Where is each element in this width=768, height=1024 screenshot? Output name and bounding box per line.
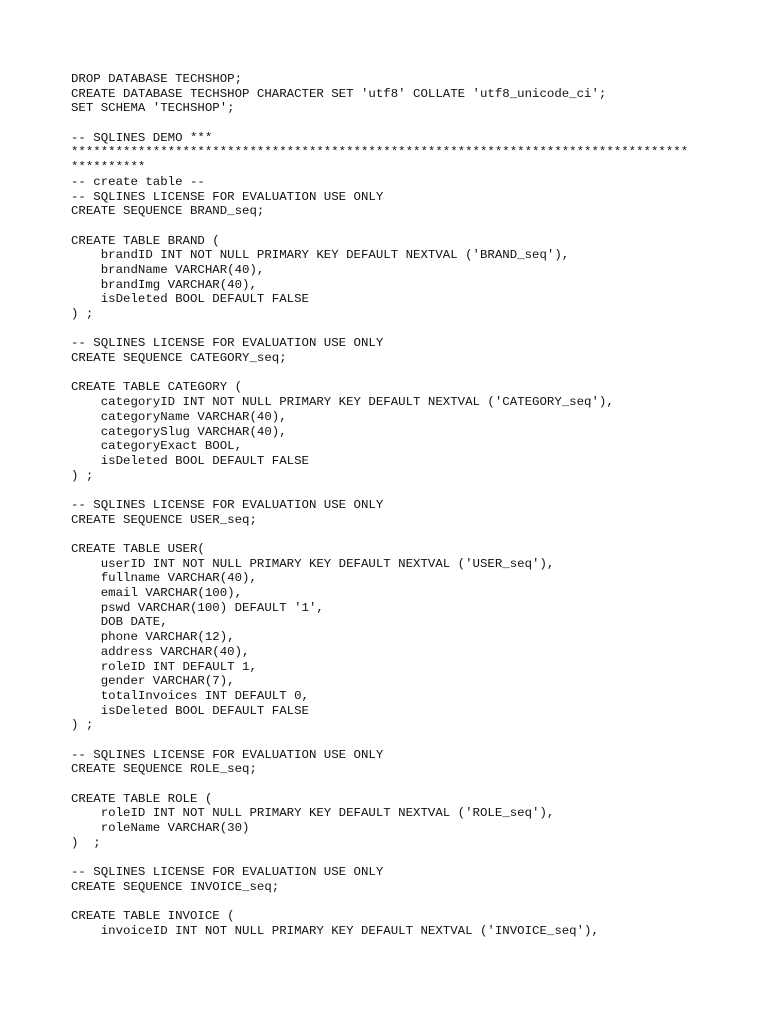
code-line: categoryID INT NOT NULL PRIMARY KEY DEFAULT NEXTVAL ('CATEGORY_seq'), bbox=[71, 395, 614, 410]
code-line: CREATE SEQUENCE INVOICE_seq; bbox=[71, 879, 280, 894]
code-line: -- SQLINES LICENSE FOR EVALUATION USE ONLY bbox=[71, 336, 384, 351]
code-line: CREATE TABLE BRAND ( bbox=[71, 233, 220, 248]
code-line: phone VARCHAR(12), bbox=[71, 630, 235, 645]
sql-code-block bbox=[71, 72, 761, 939]
code-line: fullname VARCHAR(40), bbox=[71, 571, 257, 586]
code-line: roleID INT NOT NULL PRIMARY KEY DEFAULT NEXTVAL ('ROLE_seq'), bbox=[71, 806, 555, 821]
blank-line bbox=[71, 895, 761, 910]
code-line: -- SQLINES LICENSE FOR EVALUATION USE ONLY bbox=[71, 497, 384, 512]
blank-line bbox=[71, 219, 761, 234]
blank-line bbox=[71, 777, 761, 792]
code-line: CREATE TABLE CATEGORY ( bbox=[71, 380, 243, 395]
code-line: ) ; bbox=[71, 307, 94, 321]
code-line: email VARCHAR(100), bbox=[71, 586, 243, 601]
code-line: roleID INT DEFAULT 1, bbox=[71, 659, 257, 674]
code-line: CREATE DATABASE TECHSHOP CHARACTER SET 'utf8' COLLATE 'utf8_unicode_ci'; bbox=[71, 86, 607, 101]
code-line: invoiceID INT NOT NULL PRIMARY KEY DEFAULT NEXTVAL ('INVOICE_seq'), bbox=[71, 923, 599, 938]
code-line: CREATE SEQUENCE ROLE_seq; bbox=[71, 762, 257, 777]
code-line: brandName VARCHAR(40), bbox=[71, 262, 265, 277]
code-line: CREATE TABLE USER( bbox=[71, 542, 205, 556]
code-line: categoryExact BOOL, bbox=[71, 439, 243, 454]
code-line: address VARCHAR(40), bbox=[71, 644, 250, 659]
code-line: totalInvoices INT DEFAULT 0, bbox=[71, 688, 309, 703]
code-line: SET SCHEMA 'TECHSHOP'; bbox=[71, 101, 235, 116]
code-line: *********************************************************************************** bbox=[71, 145, 689, 160]
blank-line bbox=[71, 527, 761, 542]
code-line: ********** bbox=[71, 160, 146, 175]
code-line: brandID INT NOT NULL PRIMARY KEY DEFAULT NEXTVAL ('BRAND_seq'), bbox=[71, 248, 570, 263]
code-line: -- SQLINES LICENSE FOR EVALUATION USE ONLY bbox=[71, 865, 384, 880]
blank-line bbox=[71, 483, 761, 498]
blank-line bbox=[71, 116, 761, 131]
code-line: DOB DATE, bbox=[71, 615, 168, 630]
code-line: -- SQLINES DEMO *** bbox=[71, 130, 213, 145]
code-line: CREATE SEQUENCE USER_seq; bbox=[71, 512, 257, 527]
code-line: -- SQLINES LICENSE FOR EVALUATION USE ONLY bbox=[71, 747, 384, 762]
code-line: ) ; bbox=[71, 718, 94, 733]
code-line: CREATE SEQUENCE BRAND_seq; bbox=[71, 204, 265, 219]
code-line: -- create table -- bbox=[71, 174, 205, 189]
code-line: DROP DATABASE TECHSHOP; bbox=[71, 72, 243, 86]
code-line: isDeleted BOOL DEFAULT FALSE bbox=[71, 703, 309, 718]
code-line: gender VARCHAR(7), bbox=[71, 674, 235, 689]
code-line: isDeleted BOOL DEFAULT FALSE bbox=[71, 292, 309, 307]
code-line: brandImg VARCHAR(40), bbox=[71, 277, 257, 292]
code-line: ) ; bbox=[71, 835, 101, 850]
blank-line bbox=[71, 366, 761, 381]
blank-line bbox=[71, 850, 761, 865]
code-line: isDeleted BOOL DEFAULT FALSE bbox=[71, 453, 309, 468]
blank-line bbox=[71, 322, 761, 337]
code-line: -- SQLINES LICENSE FOR EVALUATION USE ONLY bbox=[71, 189, 384, 204]
code-line: roleName VARCHAR(30) bbox=[71, 821, 250, 836]
code-line: CREATE SEQUENCE CATEGORY_seq; bbox=[71, 351, 287, 366]
code-line: ) ; bbox=[71, 468, 94, 483]
code-line: categoryName VARCHAR(40), bbox=[71, 409, 287, 424]
code-line: pswd VARCHAR(100) DEFAULT '1', bbox=[71, 600, 324, 615]
code-line: userID INT NOT NULL PRIMARY KEY DEFAULT NEXTVAL ('USER_seq'), bbox=[71, 556, 555, 571]
code-line: categorySlug VARCHAR(40), bbox=[71, 424, 287, 439]
code-line: CREATE TABLE ROLE ( bbox=[71, 791, 213, 806]
blank-line bbox=[71, 733, 761, 748]
code-line: CREATE TABLE INVOICE ( bbox=[71, 909, 235, 924]
